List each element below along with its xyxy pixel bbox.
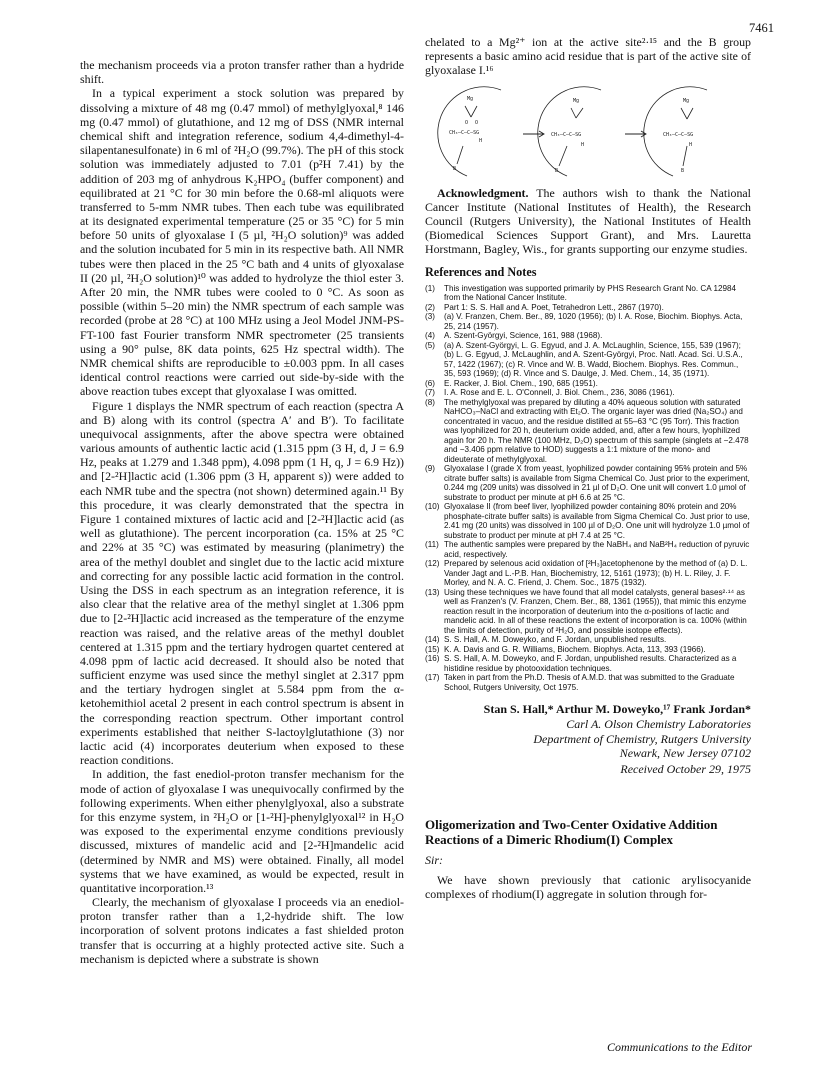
acknowledgment-text: The authors wish to thank the National Cancer Institute (National Institutes of Health), the Research Council (Rutgers University), the National Institutes of Health (Biomedical Sciences Support Grant), and Mrs. Lauretta Horstmann, Bagley, Wis., for grants supporting our enzyme studies. [425, 185, 751, 257]
affiliation-line: Department of Chemistry, Rutgers University [533, 731, 751, 746]
paragraph: the mechanism proceeds via a proton transfer rather than a hydride shift. [80, 58, 404, 87]
affiliation-line: Newark, New Jersey 07102 [619, 746, 751, 761]
reference-item [425, 673, 751, 692]
hydrogen-label: H [479, 137, 483, 144]
reference-number: (13) [425, 587, 440, 597]
base-label: B [555, 167, 559, 174]
substrate-label: CH₃–C–C–SG [551, 131, 582, 138]
reference-number: (8) [425, 397, 435, 407]
mg-label: Mg [467, 95, 474, 102]
oxygen-label: O [465, 119, 469, 126]
reference-item [425, 312, 751, 331]
reference-text: E. Racker, J. Biol. Chem., 190, 685 (1951). [444, 378, 598, 388]
base-bond-1 [457, 146, 463, 164]
next-article-title: Oligomerization and Two-Center Oxidative Addition Reactions of a Dimeric Rhodium(I) Complex [425, 816, 718, 847]
reference-text: Glyoxalase I (grade X from yeast, lyophilized powder containing 95% protein and 5% citrate buffer salts) is available from Sigma Chemical Co. Just prior to the experiment, 0.244 mg (209 units) was dissolved in 21 µl of D₂O. One unit will convert 1.0 µmol of substrate to product per minute at pH 6.6 at 25 °C. [444, 464, 750, 502]
hydrogen-label: H [689, 141, 693, 148]
salutation: Sir: [425, 852, 443, 867]
reference-number: (7) [425, 388, 435, 397]
author-byline: Stan S. Hall,* Arthur M. Doweyko,¹⁷ Frank Jordan* [483, 702, 751, 716]
reference-text: This investigation was supported primarily by PHS Research Grant No. CA 12984 from the National Cancer Institute. [444, 283, 736, 302]
reference-number: (11) [425, 540, 439, 549]
reference-number: (1) [425, 283, 435, 293]
base-label: B [681, 167, 685, 174]
reference-item [425, 540, 751, 559]
substrate-label: CH₃–C–C–SG [449, 129, 480, 136]
references-list [425, 284, 751, 693]
reference-text: S. S. Hall, A. M. Doweyko, and F. Jordan, unpublished results. Characterized as a histidine residue by photooxidation techniques. [444, 654, 737, 673]
paragraph: In addition, the fast enediol-proton transfer mechanism for the mode of action of glyoxalase I was unequivocally confirmed by the following experiments. When either phenylglyoxal, also a substrate for this enzyme system, in ²H₂O or [1-²H]-phenylglyoxal¹² in H₂O was exposed to the experimental enzyme conditions previously discussed, mixtures of mandelic acid and [2-²H]mandelic acid (determined by NMR and MS) were obtained. Finally, all model systems that we have examined, as would be expected, result in quantitative incorporation.¹³ [80, 767, 404, 895]
base-bond-2 [559, 146, 567, 166]
base-label: B [453, 165, 457, 172]
substrate-label: CH₃–C–C–SG [663, 131, 694, 138]
affiliation-line: Carl A. Olson Chemistry Laboratories [566, 717, 751, 731]
page-footer: Communications to the Editor [607, 1040, 752, 1054]
paragraph: Clearly, the mechanism of glyoxalase I proceeds via an enediol-proton transfer rather than a 1,2-hydride shift. The low incorporation of solvent protons indicates a fast shielded proton transfer that is occurring at a highly protected active site. Such a mechanism is depicted where a substrate is shown [80, 895, 404, 966]
reaction-arrow-2 [625, 131, 646, 137]
reference-text: (a) A. Szent-Györgyi, L. G. Egyud, and J. A. McLaughlin, Science, 155, 539 (1967); (b) L. G. Egyud, J. McLaughlin, and A. Szent-Györgyi, Proc. Natl. Acad. Sci. U.S.A., 57, 1422 (1967); (c) R. Vince and W. B. Wadd, Biochem. Biophys. Res. Commun., 35, 593 (1969); (d) R. Vince and S. Daulge, J. Med. Chem., 14, 35 (1971). [444, 340, 743, 378]
next-article-text: We have shown previously that cationic arylisocyanide complexes of rhodium(I) aggregate in solution through for- [425, 872, 751, 901]
reaction-arrow-1 [523, 131, 544, 137]
left-column [80, 58, 404, 966]
oxygen-label: O [475, 119, 479, 126]
reference-text: A. Szent-Györgyi, Science, 161, 988 (1968). [444, 331, 603, 340]
mg-coordination-1 [465, 106, 477, 117]
paragraph: In a typical experiment a stock solution was prepared by dissolving a mixture of 48 mg (0.47 mmol) of methylglyoxal,⁸ 146 mg (0.47 mmol) of glutathione, and 12 mg of DSS (NMR internal chemical shift and integration reference, sodium 4,4-dimethyl-4-silapentanesulfonate) in 6 ml of ²H₂O (99.7%). The pH of this stock solution was immediately adjusted to 7.01 (p²H 7.41) by the addition of 203 mg of anhydrous K₂HPO₄ (buffer component) and equilibrated at 21 °C for 30 min before the 0.68-ml aliquots were transferred to 5-mm NMR tubes. Then each tube was equilibrated at its designated experimental temperature (25 or 35 °C) for 5 min before 50 units of glyoxalase I (5 µl, ²H₂O solution)⁹ was added and the solution incubated for 5 min in its respective bath. All NMR tubes were then placed in the 25 °C bath and 4 units of glyoxalase II (20 µl, ²H₂O solution)¹⁰ was added to hydrolyze the thiol ester 3. After 20 min, the NMR tubes were cooled to 0 °C. As soon as possible (within 5–20 min) the NMR spectrum of each sample was recorded (probe at 28 °C) at 100 MHz using a Jeol Model JNM-PS-FT-100 fast Fourier transform NMR spectrometer (25 transients using a 90° pulse, 8K data points, 625 Hz spectral width). The NMR chemical shifts are reproducible to ±0.003 ppm. In all cases identical control reactions were carried out side-by-side with the above reaction tubes except that glyoxalase I was omitted. [80, 86, 404, 399]
page-number: 7461 [749, 21, 774, 35]
reference-text: K. A. Davis and G. R. Williams, Biochem. Biophys. Acta, 113, 393 (1966). [444, 644, 706, 654]
reference-number: (4) [425, 331, 435, 340]
reference-item [425, 559, 751, 588]
reference-text: S. S. Hall, A. M. Doweyko, and F. Jordan, unpublished results. [444, 635, 667, 644]
reference-text: The authentic samples were prepared by the NaBH₄ and NaB²H₄ reduction of pyruvic acid, respectively. [444, 540, 750, 559]
right-column [425, 35, 751, 901]
reference-number: (14) [425, 635, 440, 644]
reference-number: (5) [425, 340, 435, 350]
reference-item [425, 635, 751, 645]
reference-number: (10) [425, 502, 440, 511]
reference-item [425, 284, 751, 303]
reference-number: (17) [425, 673, 440, 682]
hydrogen-label: H [581, 141, 585, 148]
reference-number: (15) [425, 644, 440, 654]
reference-text: Taken in part from the Ph.D. Thesis of A.M.D. that was submitted to the Graduate School, Rutgers University, Oct 1975. [444, 673, 735, 692]
reference-text: (a) V. Franzen, Chem. Ber., 89, 1020 (1956); (b) I. A. Rose, Biochim. Biophys. Acta, 25, 214 (1957). [444, 312, 743, 331]
reference-text: I. A. Rose and E. L. O'Connell, J. Biol. Chem., 236, 3086 (1961). [444, 388, 675, 397]
acknowledgment [425, 186, 751, 257]
reference-item [425, 398, 751, 465]
mg-coordination-3 [681, 108, 693, 119]
reference-text: Using these techniques we have found that all model catalysts, general bases²·¹⁴ as well as Franzen's (V. Franzen, Chem. Ber., 88, 1361 (1955)), that mimic this enzyme reaction result in the incorporation of deuterium into the α-positions of lactic and mandelic acid. In all of these reactions the extent of incorporation is ca. 100% (within the limits of detection, purity of ²H₂O, and possible isotope effects). [444, 587, 747, 635]
reference-text: Glyoxalase II (from beef liver, lyophilized powder containing 80% protein and 20% phosphate-citrate buffer salts) is available from Sigma Chemical Co. Just prior to use, 2.41 mg (20 units) was dissolved in 100 µl of D₂O. One unit will hydrolyze 1.0 µmol of substrate to product per minute at pH 7.4 at 25 °C. [444, 502, 750, 540]
mg-label: Mg [573, 97, 580, 104]
reference-item [425, 341, 751, 379]
references-heading: References and Notes [425, 264, 537, 279]
mg-label: Mg [683, 97, 690, 104]
base-bond-3 [683, 146, 687, 166]
reference-item [425, 303, 751, 313]
reference-text: The methylglyoxal was prepared by diluting a 40% aqueous solution with saturated NaHCO₃–NaCl and extracting with Et₂O. The organic layer was dried (Na₂SO₄) and concentrated in vacuo, and the residue distilled at 55–63 °C (95 Torr). This fraction was lyophilized for 20 h, deuterium oxide added, and, after a few hours, lyophilized again for 20 h. The NMR (100 MHz, D₂O) spectrum of this sample (singlets at −2.478 and −3.406 ppm relative to HOD) suggests a 1:1 mixture of the mono- and dideuterate of methylglyoxal. [444, 397, 749, 464]
reference-item [425, 464, 751, 502]
reference-number: (6) [425, 378, 435, 388]
paragraph: chelated to a Mg²⁺ ion at the active site²·¹⁵ and the B group represents a basic amino acid residue that is part of the active site of glyoxalase I.¹⁶ [425, 35, 751, 78]
reference-number: (2) [425, 302, 435, 312]
reference-text: Part 1: S. S. Hall and A. Poet, Tetrahedron Lett., 2867 (1970). [444, 302, 664, 312]
acknowledgment-heading: Acknowledgment. [437, 185, 529, 200]
mechanism-scheme-drawing [425, 84, 751, 184]
reference-number: (9) [425, 464, 435, 473]
received-date: Received October 29, 1975 [620, 761, 751, 776]
reference-item [425, 502, 751, 540]
reference-number: (16) [425, 654, 440, 663]
paragraph: Figure 1 displays the NMR spectrum of each reaction (spectra A and B) along with its control (spectra A′ and B′). To facilitate unequivocal assignments, after the above spectra were obtained various amounts of authentic lactic acid (1.315 ppm (3 H, d, J = 6.9 Hz, peaks at 1.279 and 1.348 ppm), 4.098 ppm (1 H, q, J = 6.9 Hz)) and [2-²H]lactic acid (1.306 ppm (3 H, apparent s)) were added to each NMR tube and the spectra (not shown) determined again.¹¹ By this procedure, it was clearly demonstrated that the spectra in Figure 1 contained mixtures of lactic acid and [2-²H]lactic acid (as well as glutathione). The percent incorporation (ca. 15% at 25 °C and 22% at 35 °C) was estimated by measuring (planimetry) the area of the methyl doublet and singlet due to the lactic acid mixture and correcting for any possible lactic acid formation in the control. Using the DSS in each spectrum as an integration reference, it is also clear that the relative area of the methyl singlet at 1.306 ppm due to [2-²H]lactic acid increased as the temperature of the enzyme reaction was raised, and the relative areas of the methyl doublet centered at 1.315 ppm and the tertiary hydrogen quartet centered at 4.098 ppm of lactic acid decreased. It should also be noted that sufficient enzyme was used since the methyl singlet at 2.317 ppm and the tertiary hydrogen singlet at 5.584 ppm from the α-ketohemithiol acetal 2 present in each control spectrum is absent in the corresponding reaction spectrum. Other important control experiments established that neither S-lactoylglutathione (3) nor lactic acid (4) incorporates deuterium when exposed to these reaction conditions. [80, 398, 404, 768]
mechanism-scheme [425, 84, 751, 184]
reference-item [425, 379, 751, 389]
reference-item [425, 654, 751, 673]
reference-item [425, 645, 751, 655]
reference-number: (12) [425, 559, 440, 568]
reference-text: Prepared by selenous acid oxidation of [²H₃]acetophenone by the method of (a) D. L. Vander Jagt and L.-P.B. Han, Biochemistry, 12, 5161 (1973); (b) H. L. Riley, J. F. Morley, and N. A. C. Friend, J. Chem. Soc., 1875 (1932). [444, 559, 748, 587]
reference-item [425, 588, 751, 636]
reference-number: (3) [425, 312, 435, 321]
reference-item [425, 331, 751, 341]
reference-item [425, 388, 751, 398]
mg-coordination-2 [571, 108, 583, 118]
